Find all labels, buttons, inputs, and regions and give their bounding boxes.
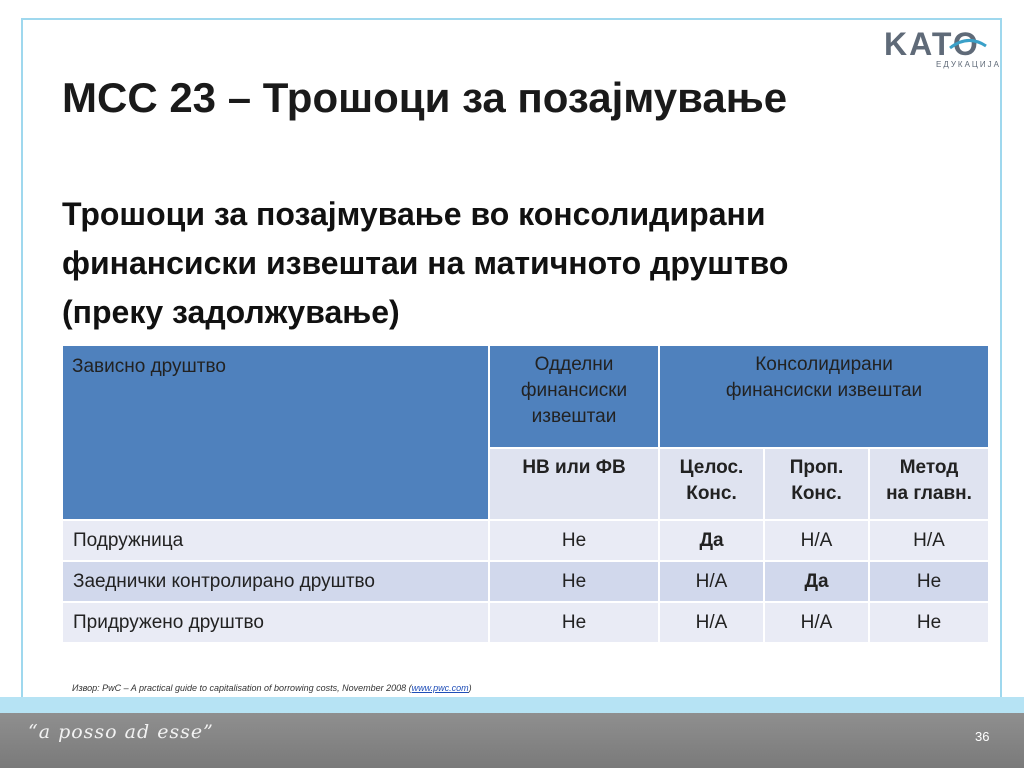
header-line: Одделни bbox=[534, 354, 614, 375]
subheader-line: Конс. bbox=[686, 483, 737, 504]
subheader-full-consolidation bbox=[659, 448, 764, 520]
header-subsidiary: Зависно друштво bbox=[62, 345, 489, 520]
source-note bbox=[72, 683, 472, 693]
footer-accent-band bbox=[0, 697, 1024, 713]
row-entity: Заеднички контролирано друштво bbox=[62, 561, 489, 602]
header-line: Консолидирани bbox=[755, 354, 893, 375]
subheader-line: Конс. bbox=[791, 483, 842, 504]
subheader-proportional-consolidation bbox=[764, 448, 869, 520]
subtitle-line: (преку задолжување) bbox=[62, 294, 400, 330]
header-line: финансиски bbox=[520, 380, 628, 401]
logo-tagline: ЕДУКАЦИЈА bbox=[936, 60, 1001, 69]
cell-equity: Не bbox=[869, 561, 989, 602]
cell-separate: Не bbox=[489, 602, 659, 643]
subtitle-line: Трошоци за позајмување во консолидирани bbox=[62, 196, 766, 232]
subheader-line: Метод bbox=[899, 457, 959, 478]
cell-full: Н/А bbox=[659, 561, 764, 602]
row-entity: Придружено друштво bbox=[62, 602, 489, 643]
slide-title: МСС 23 – Трошоци за позајмување bbox=[62, 74, 788, 121]
logo-swoosh-icon bbox=[948, 36, 988, 56]
slide-subtitle bbox=[62, 190, 942, 337]
subheader-line: на главн. bbox=[886, 483, 972, 504]
header-consolidated-statements bbox=[659, 345, 989, 448]
footer-motto: “a posso ad esse” bbox=[28, 721, 214, 743]
cell-separate: Не bbox=[489, 561, 659, 602]
row-entity: Подружница bbox=[62, 520, 489, 561]
subheader-cost-or-fair-value: НВ или ФВ bbox=[489, 448, 659, 520]
logo-wordmark: KATO bbox=[884, 26, 980, 62]
kato-logo bbox=[884, 28, 1004, 68]
page-number: 36 bbox=[975, 729, 990, 744]
header-line: извештаи bbox=[531, 406, 617, 427]
subheader-line: Целос. bbox=[679, 457, 744, 478]
cell-equity: Н/А bbox=[869, 520, 989, 561]
header-line: финансиски извештаи bbox=[725, 380, 923, 401]
table-row bbox=[62, 561, 989, 602]
cell-full: Н/А bbox=[659, 602, 764, 643]
cell-equity: Не bbox=[869, 602, 989, 643]
table-row bbox=[62, 520, 989, 561]
subheader-equity-method bbox=[869, 448, 989, 520]
subtitle-line: финансиски извештаи на матичното друштво bbox=[62, 245, 789, 281]
cell-prop: Н/А bbox=[764, 520, 869, 561]
subheader-line: Проп. bbox=[789, 457, 844, 478]
cell-separate: Не bbox=[489, 520, 659, 561]
cell-prop: Н/А bbox=[764, 602, 869, 643]
source-suffix: ) bbox=[468, 683, 472, 693]
source-text: Извор: PwC – A practical guide to capitalisation of borrowing costs, November 2008 ( bbox=[72, 683, 412, 693]
header-separate-statements bbox=[489, 345, 659, 448]
cell-prop: Да bbox=[764, 561, 869, 602]
table-row bbox=[62, 602, 989, 643]
source-link[interactable]: www.pwc.com bbox=[411, 683, 469, 693]
borrowing-costs-table bbox=[61, 344, 990, 644]
cell-full: Да bbox=[659, 520, 764, 561]
